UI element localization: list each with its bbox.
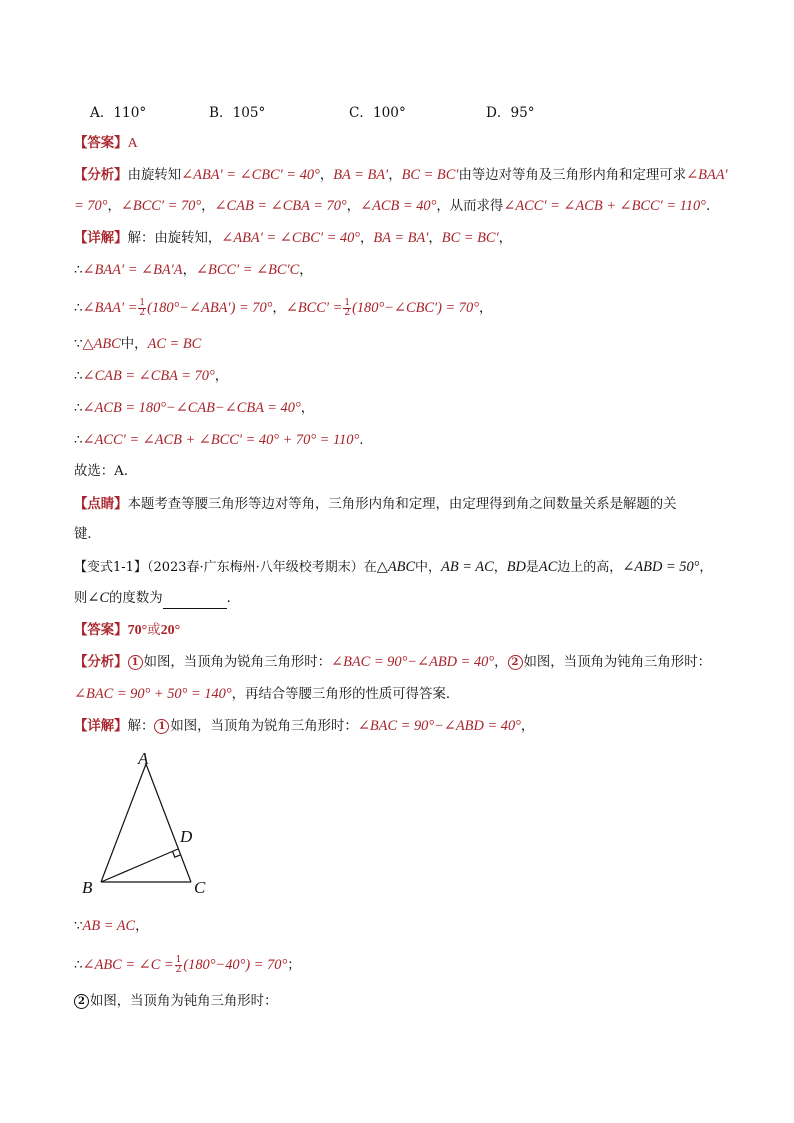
- fraction-half: [138, 299, 146, 318]
- math: ∠BAA′ = ∠BA′A: [82, 262, 183, 278]
- math: △ABC: [82, 336, 121, 352]
- text: 中，: [415, 560, 442, 575]
- q1-analysis-line-2: [74, 196, 710, 217]
- text: ；: [287, 958, 301, 973]
- text: ，: [299, 263, 313, 278]
- text: ，: [699, 560, 713, 575]
- fraction-half: [175, 956, 183, 975]
- therefore-symbol: ∴: [74, 369, 83, 384]
- q1-detail-line-6: [74, 398, 314, 419]
- text: .: [359, 433, 364, 448]
- math: ∠BAC = 90° + 50° = 140°: [74, 686, 232, 702]
- q2-detail-line-1: [74, 716, 534, 737]
- math: ∠ABA′ = ∠CBC′ = 40°: [221, 230, 361, 246]
- math: 20°: [160, 623, 181, 638]
- q1-choose-line: [74, 462, 137, 482]
- fraction-numerator: 1: [175, 955, 182, 965]
- math: ∠BAA′ =: [82, 300, 138, 316]
- q1-detail-line-4: [74, 334, 201, 355]
- math: ∠ACC′ = ∠ACB + ∠BCC′ = 40° + 70° = 110°: [82, 432, 360, 448]
- math: BD: [506, 559, 526, 575]
- math: BC = BC′: [441, 230, 499, 246]
- math: ∠ABC = ∠C =: [82, 957, 174, 973]
- text: 由等边对等角及三角形内角和定理可求: [458, 168, 687, 183]
- text: ，: [214, 369, 229, 384]
- triangle-figure: [74, 748, 234, 898]
- math: (180°−∠CBC′) = 70°: [352, 300, 479, 316]
- vertex-label-a: A: [138, 749, 149, 768]
- detail-tag: 【详解】: [74, 718, 128, 734]
- text: ，: [478, 301, 493, 316]
- text: .: [705, 199, 711, 214]
- math: (180°−40°) = 70°: [183, 957, 288, 973]
- text: ，: [272, 301, 286, 316]
- analysis-tag: 【分析】: [74, 167, 128, 183]
- text: 中，: [120, 337, 148, 352]
- vertex-label-d: D: [180, 827, 193, 846]
- text: ，: [107, 199, 121, 214]
- circled-number: 1: [128, 655, 143, 670]
- text: ，: [498, 231, 513, 246]
- q1-analysis-line-1: [74, 165, 728, 186]
- therefore-symbol: ∴: [74, 263, 83, 278]
- fraction-half: [343, 299, 351, 318]
- vertex-label-b: B: [82, 878, 93, 897]
- math: 70°: [127, 623, 148, 638]
- variant-label: 【变式1-1】: [74, 560, 147, 575]
- math: ∠BCC′ =: [285, 300, 343, 316]
- math: ∠BAC = 90°−∠ABD = 40°: [357, 718, 521, 734]
- q1-detail-line-2: [74, 260, 313, 281]
- text: ，: [346, 199, 361, 214]
- q1-detail-line-3: [74, 298, 492, 319]
- comment-tag: 【点睛】: [74, 496, 128, 512]
- math: BA = BA′: [373, 230, 429, 246]
- therefore-symbol: ∴: [74, 301, 83, 316]
- math: AC: [538, 559, 558, 575]
- q2-analysis-line-2: [74, 684, 459, 705]
- option-a: A．110°: [90, 105, 147, 121]
- text: ，: [182, 263, 196, 278]
- q2-answer-line: [74, 620, 180, 641]
- math: ∠ACB = 180°−∠CAB−∠CBA = 40°: [82, 400, 301, 416]
- text: ，: [300, 401, 315, 416]
- math: △ABC: [376, 559, 416, 575]
- text: 如图，当顶角为钝角三角形时：: [90, 994, 278, 1009]
- therefore-symbol: ∴: [74, 433, 83, 448]
- text: 如图，当顶角为钝角三角形时：: [523, 655, 711, 670]
- q2-detail-line-4: [74, 992, 277, 1012]
- answer-tag: 【答案】: [74, 622, 128, 638]
- math: ∠BCC′ = ∠BC′C: [195, 262, 300, 278]
- text: ，从而求得: [436, 199, 504, 214]
- q2-analysis-line-1: [74, 652, 711, 673]
- text: 的度数为: [109, 591, 163, 606]
- math: ∠ACB = 40°: [360, 198, 437, 214]
- detail-tag: 【详解】: [74, 230, 128, 246]
- because-symbol: ∵: [74, 337, 83, 352]
- text: 如图，当顶角为锐角三角形时：: [143, 655, 332, 670]
- math: AC = BC: [147, 336, 202, 352]
- math: ∠BCC′ = 70°: [120, 198, 202, 214]
- math: ∠ACC′ = ∠ACB + ∠BCC′ = 110°: [503, 198, 706, 214]
- edge-ac: [146, 764, 191, 882]
- answer-tag: 【答案】: [74, 135, 128, 151]
- math: AB = AC: [441, 559, 494, 575]
- text: 边上的高，: [557, 560, 623, 575]
- math: BC = BC′: [401, 167, 459, 183]
- text: ，: [494, 655, 508, 670]
- math: (180°−∠ABA′) = 70°: [147, 300, 273, 316]
- text: 或: [147, 623, 161, 638]
- q1-detail-line-5: [74, 366, 228, 387]
- fraction-denominator: 2: [344, 308, 351, 318]
- therefore-symbol: ∴: [74, 401, 83, 416]
- answer-blank: [163, 594, 227, 609]
- q1-answer-line: [74, 133, 138, 154]
- analysis-tag: 【分析】: [74, 654, 128, 670]
- circled-number: 2: [508, 655, 523, 670]
- text: 由旋转知: [127, 168, 182, 183]
- text: 键．: [74, 527, 101, 542]
- text: 解：由旋转知，: [127, 231, 222, 246]
- option-b: B．105°: [209, 105, 266, 121]
- text: ，: [493, 560, 507, 575]
- math: ∠ABD = 50°: [622, 559, 700, 575]
- option-d: D．95°: [486, 105, 535, 121]
- q1-comment-line-2: [74, 525, 101, 545]
- q2-detail-line-3: [74, 955, 301, 976]
- text: 如图，当顶角为锐角三角形时：: [170, 719, 358, 734]
- text: ．: [226, 591, 240, 606]
- q2-question-line-1: [74, 557, 712, 578]
- circled-number: 1: [154, 719, 169, 734]
- text: ，: [428, 231, 442, 246]
- vertex-label-c: C: [194, 878, 206, 897]
- text: 是: [525, 560, 539, 575]
- text: 故选：A．: [74, 464, 138, 479]
- math: = 70°: [74, 198, 108, 214]
- math: ∠ABA′ = ∠CBC′ = 40°: [181, 167, 320, 183]
- text: ，: [388, 168, 402, 183]
- text: ，再结合等腰三角形的性质可得答案．: [231, 687, 460, 702]
- text: ，: [520, 719, 535, 734]
- fraction-denominator: 2: [175, 965, 182, 975]
- therefore-symbol: ∴: [74, 958, 83, 973]
- math: ∠CAB = ∠CBA = 70°: [82, 368, 215, 384]
- answer-value: A: [127, 136, 138, 151]
- edge-ab: [101, 764, 146, 882]
- fraction-numerator: 1: [344, 298, 351, 308]
- q1-comment-line-1: [74, 494, 677, 515]
- fraction-denominator: 2: [139, 308, 146, 318]
- math: AB = AC: [82, 918, 136, 934]
- q2-detail-line-2: [74, 916, 149, 937]
- option-c: C．100°: [349, 105, 406, 121]
- altitude-bd: [101, 849, 178, 882]
- math: ∠CAB = ∠CBA = 70°: [214, 198, 347, 214]
- q2-question-line-2: [74, 588, 240, 609]
- text: （2023春·广东梅州·八年级校考期末）在: [146, 560, 377, 575]
- text: ，: [201, 199, 215, 214]
- text: 则: [74, 591, 88, 606]
- because-symbol: ∵: [74, 919, 83, 934]
- text: 本题考查等腰三角形等边对等角，三角形内角和定理，由定理得到角之间数量关系是解题的关: [127, 497, 677, 512]
- text: ，: [135, 919, 149, 934]
- q1-detail-line-7: [74, 430, 364, 451]
- fraction-numerator: 1: [139, 298, 146, 308]
- math: ∠C: [87, 590, 110, 606]
- math: ∠BAC = 90°−∠ABD = 40°: [331, 654, 495, 670]
- math: ∠BAA′: [686, 167, 728, 183]
- q1-detail-line-1: [74, 228, 512, 249]
- text: 解：: [127, 719, 155, 734]
- text: ，: [360, 231, 374, 246]
- circled-number: 2: [74, 994, 89, 1009]
- math: BA = BA′: [333, 167, 389, 183]
- text: ，: [319, 168, 334, 183]
